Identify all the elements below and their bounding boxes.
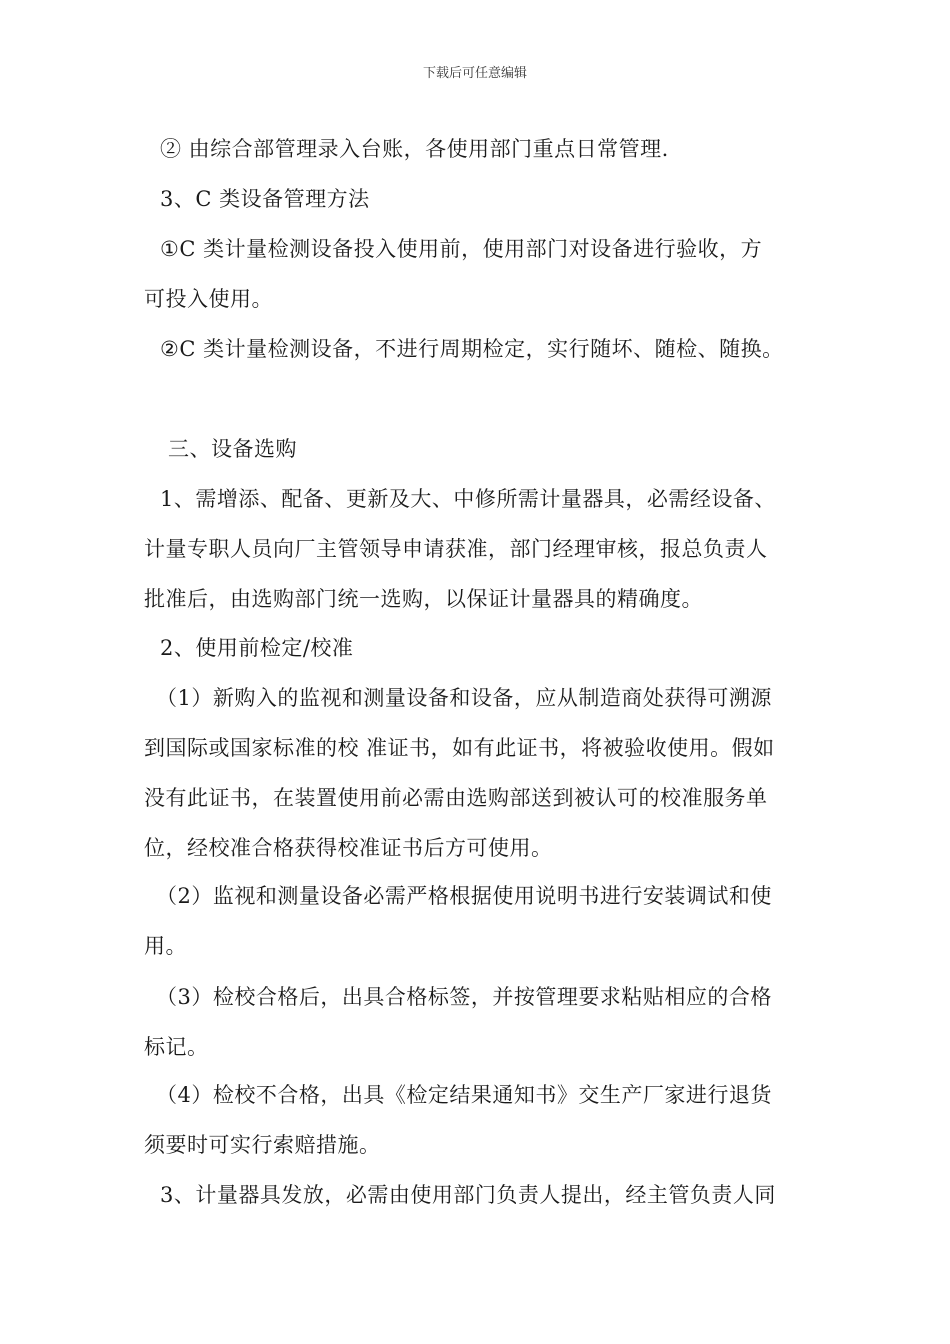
text-line: 须要时可实行索赔措施。 bbox=[144, 1133, 381, 1157]
text-line: 到国际或国家标准的校 准证书，如有此证书，将被验收使用。假如 bbox=[144, 736, 775, 760]
text-line: （2）监视和测量设备必需严格根据使用说明书进行安装调试和使 bbox=[156, 884, 772, 908]
text-line: 3、计量器具发放，必需由使用部门负责人提出，经主管负责人同 bbox=[160, 1183, 776, 1207]
text-line: 计量专职人员向厂主管领导申请获准，部门经理审核，报总负责人 bbox=[144, 537, 768, 561]
text-line: 用。 bbox=[144, 934, 187, 958]
text-line: 没有此证书，在装置使用前必需由选购部送到被认可的校准服务单 bbox=[144, 786, 768, 810]
text-line: ①C 类计量检测设备投入使用前，使用部门对设备进行验收，方 bbox=[160, 237, 763, 261]
section-heading: 3、C 类设备管理方法 bbox=[160, 187, 370, 211]
text-line: （3）检校合格后，出具合格标签，并按管理要求粘贴相应的合格 bbox=[156, 985, 772, 1009]
text-line: ② 由综合部管理录入台账，各使用部门重点日常管理. bbox=[160, 137, 669, 161]
page-header: 下载后可任意编辑 bbox=[422, 66, 527, 81]
text-line: （4）检校不合格，出具《检定结果通知书》交生产厂家进行退货 bbox=[156, 1083, 772, 1107]
section-heading: 三、设备选购 bbox=[168, 437, 297, 461]
text-line: （1）新购入的监视和测量设备和设备，应从制造商处获得可溯源 bbox=[156, 686, 772, 710]
text-line: 批准后，由选购部门统一选购，以保证计量器具的精确度。 bbox=[144, 587, 703, 611]
section-heading: 2、使用前检定/校准 bbox=[160, 636, 354, 660]
text-line: 位，经校准合格获得校准证书后方可使用。 bbox=[144, 836, 553, 860]
text-line: 1、需增添、配备、更新及大、中修所需计量器具，必需经设备、 bbox=[160, 487, 776, 511]
text-line: ②C 类计量检测设备，不进行周期检定，实行随坏、随检、随换。 bbox=[160, 337, 784, 361]
text-line: 标记。 bbox=[144, 1035, 209, 1059]
text-line: 可投入使用。 bbox=[144, 287, 273, 311]
